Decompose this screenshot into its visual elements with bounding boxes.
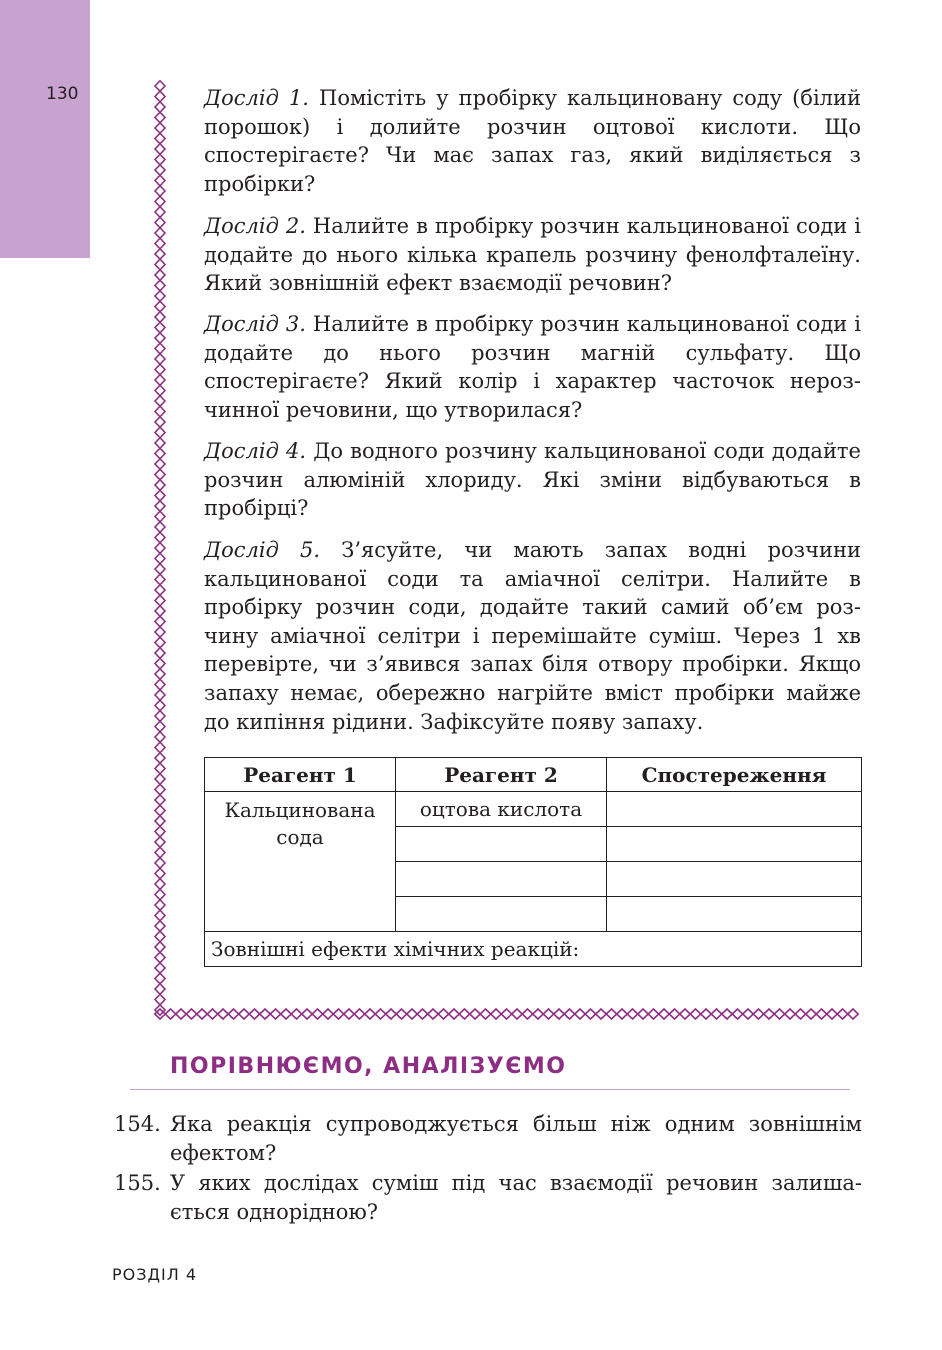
border-diamond [228,1009,239,1019]
border-diamond [155,217,165,228]
border-diamond [743,1009,754,1019]
border-diamond [165,1009,176,1019]
border-diamond [176,1009,187,1019]
border-diamond [155,742,165,753]
border-diamond [753,1009,764,1019]
header-observation: Спостереження [607,758,862,792]
border-diamond [155,438,165,449]
border-diamond [155,900,165,911]
experiment-4: Дослід 4. До водного розчину кальцинованої соди додайте розчин алюміній хлориду. Які зміни відбуваються в пробірці? [204,439,861,521]
border-diamond [617,1009,628,1019]
border-diamond [155,648,165,659]
border-diamond [155,81,165,92]
border-diamond [155,312,165,323]
border-diamond [155,469,165,480]
border-diamond [533,1009,544,1019]
border-diamond [155,123,165,134]
external-effects-cell: Зовнішні ефекти хімічних реакцій: [205,932,862,967]
border-diamond [155,238,165,249]
experiment-2: Дослід 2. Налийте в пробірку розчин кальцинованої соди і додайте до нього кілька крапель розчину фенолфталеїну. Який зовнішній ефект взаємодії речовин? [204,214,861,296]
border-diamond [449,1009,460,1019]
border-diamond [155,301,165,312]
border-diamond [795,1009,806,1019]
border-diamond [501,1009,512,1019]
border-diamond [407,1009,418,1019]
border-diamond [438,1009,449,1019]
border-diamond [155,910,165,921]
border-diamond [155,732,165,743]
border-diamond [155,280,165,291]
border-diamond [155,942,165,953]
border-diamond [375,1009,386,1019]
border-diamond [155,417,165,428]
border-diamond [155,763,165,774]
border-diamond [155,721,165,732]
question-155 [114,1169,862,1226]
border-diamond [155,952,165,963]
border-diamond [207,1009,218,1019]
question-number: 155. [114,1171,161,1195]
border-diamond [155,175,165,186]
border-diamond [155,322,165,333]
border-diamond [680,1009,691,1019]
border-diamond [155,291,165,302]
border-diamond [155,154,165,165]
reagent-2-cell [396,897,607,932]
border-diamond [155,826,165,837]
border-diamond [155,480,165,491]
question-154 [114,1110,862,1167]
border-diamond [512,1009,523,1019]
experiment-1: Дослід 1. Помістіть у пробірку кальциновану соду (білий порошок) і долийте розчин оцтової кислоти. Що спостерігаєте? Чи має запах газ, який виділяється з пробірки? [204,86,861,196]
border-diamond [155,679,165,690]
border-diamond [155,574,165,585]
experiment-5: Дослід 5. З’ясуйте, чи мають запах водні розчини кальцинованої соди та аміачної селітри. Налийте в пробірку розчин соди, додайте такий самий об’єм розчину аміачної селітри і перемішайте суміш. Через 1 хв перевірте, чи з’явився запах біля отвору пробірки. Якщо запаху немає, обережно нагрійте вміст пробірки майже до кипіння рідини. Зафіксуйте появу запаху. [204,538,861,734]
border-diamond [270,1009,281,1019]
border-diamond [428,1009,439,1019]
results-table [204,757,862,967]
border-diamond [155,448,165,459]
section-heading: ПОРІВНЮЄМО, АНАЛІЗУЄМО [170,1054,567,1079]
border-diamond [155,595,165,606]
border-diamond [155,511,165,522]
border-diamond [711,1009,722,1019]
border-diamond [155,627,165,638]
border-diamond [155,165,165,176]
border-diamond [155,207,165,218]
reagent-2-cell: оцтова кислота [396,792,607,827]
border-diamond [155,343,165,354]
border-diamond [627,1009,638,1019]
border-diamond [764,1009,775,1019]
border-diamond [155,364,165,375]
border-diamond [155,396,165,407]
border-diamond [344,1009,355,1019]
border-diamond [155,249,165,260]
border-diamond [291,1009,302,1019]
border-diamond [354,1009,365,1019]
border-diamond [155,658,165,669]
border-diamond [774,1009,785,1019]
border-diamond [155,543,165,554]
border-diamond [155,837,165,848]
border-diamond [155,753,165,764]
border-diamond [155,522,165,533]
border-diamond [522,1009,533,1019]
border-diamond [155,196,165,207]
border-diamond [543,1009,554,1019]
border-diamond [155,259,165,270]
border-diamond [155,795,165,806]
table-footer-row [205,932,862,967]
border-diamond [155,228,165,239]
border-diamond [669,1009,680,1019]
experiment-3: Дослід 3. Налийте в пробірку розчин кальцинованої соди і додайте до нього розчин магній сульфату. Що спостерігаєте? Який колір і характер часточок нерозчинної речовини, що утворилася? [204,312,861,422]
border-diamond [218,1009,229,1019]
border-diamond [155,889,165,900]
border-diamond [155,354,165,365]
border-diamond [365,1009,376,1019]
border-diamond [197,1009,208,1019]
border-diamond [155,973,165,984]
border-diamond [260,1009,271,1019]
header-reagent-2: Реагент 2 [396,758,607,792]
border-diamond [155,459,165,470]
border-diamond [155,606,165,617]
border-diamond [155,532,165,543]
border-diamond [249,1009,260,1019]
border-diamond [396,1009,407,1019]
border-diamond [848,1009,859,1019]
reagent-2-cell [396,862,607,897]
border-diamond [155,879,165,890]
border-diamond [155,270,165,281]
border-diamond [837,1009,848,1019]
border-diamond [155,847,165,858]
observation-cell [607,862,862,897]
question-text: Яка реакція супроводжується більш ніж одним зовнішнім ефектом? [170,1112,862,1165]
border-diamond [155,144,165,155]
border-diamond [659,1009,670,1019]
border-diamond [155,564,165,575]
border-diamond [155,112,165,123]
border-diamond [155,186,165,197]
border-diamond [155,637,165,648]
border-diamond [690,1009,701,1019]
border-diamond [155,774,165,785]
reagent-1-cell: Кальцинована сода [205,792,396,932]
observation-cell [607,827,862,862]
border-diamond [302,1009,313,1019]
border-diamond [480,1009,491,1019]
border-diamond [155,133,165,144]
border-diamond [554,1009,565,1019]
border-diamond [155,501,165,512]
border-diamond [596,1009,607,1019]
table-row [205,792,862,827]
border-diamond [155,931,165,942]
border-diamond [155,406,165,417]
border-diamond [155,669,165,680]
border-diamond [155,963,165,974]
border-diamond [386,1009,397,1019]
border-diamond [585,1009,596,1019]
observation-cell [607,792,862,827]
border-diamond [648,1009,659,1019]
observation-cell [607,897,862,932]
border-diamond [827,1009,838,1019]
border-diamond [312,1009,323,1019]
border-diamond [155,784,165,795]
question-number: 154. [114,1112,161,1136]
table-header-row [205,758,862,792]
border-diamond [155,994,165,1005]
border-diamond [806,1009,817,1019]
border-diamond [155,690,165,701]
border-diamond [155,616,165,627]
border-diamond [155,711,165,722]
border-diamond [701,1009,712,1019]
border-diamond [785,1009,796,1019]
border-diamond [155,333,165,344]
border-diamond [155,921,165,932]
border-diamond [155,102,165,113]
border-diamond [575,1009,586,1019]
border-diamond [155,385,165,396]
section-divider [130,1089,850,1090]
header-reagent-1: Реагент 1 [205,758,396,792]
border-diamond [816,1009,827,1019]
page-number: 130 [46,84,79,104]
border-diamond [155,700,165,711]
border-diamond [281,1009,292,1019]
border-diamond [155,868,165,879]
border-diamond [155,553,165,564]
border-diamond [333,1009,344,1019]
border-diamond [155,585,165,596]
border-diamond [564,1009,575,1019]
border-diamond [732,1009,743,1019]
border-diamond [459,1009,470,1019]
border-diamond [722,1009,733,1019]
border-diamond [417,1009,428,1019]
border-diamond [155,427,165,438]
border-diamond [155,858,165,869]
border-diamond [323,1009,334,1019]
chapter-label: РОЗДІЛ 4 [112,1265,198,1284]
border-diamond [638,1009,649,1019]
border-diamond [470,1009,481,1019]
question-text: У яких дослідах суміш під час взаємодії речовин залишається однорідною? [170,1171,862,1224]
border-diamond [606,1009,617,1019]
border-diamond [155,816,165,827]
border-diamond [155,805,165,816]
border-diamond [155,984,165,995]
border-diamond [239,1009,250,1019]
reagent-2-cell [396,827,607,862]
border-diamond [155,490,165,501]
border-diamond [155,375,165,386]
border-diamond [155,91,165,102]
border-diamond [491,1009,502,1019]
border-diamond [186,1009,197,1019]
